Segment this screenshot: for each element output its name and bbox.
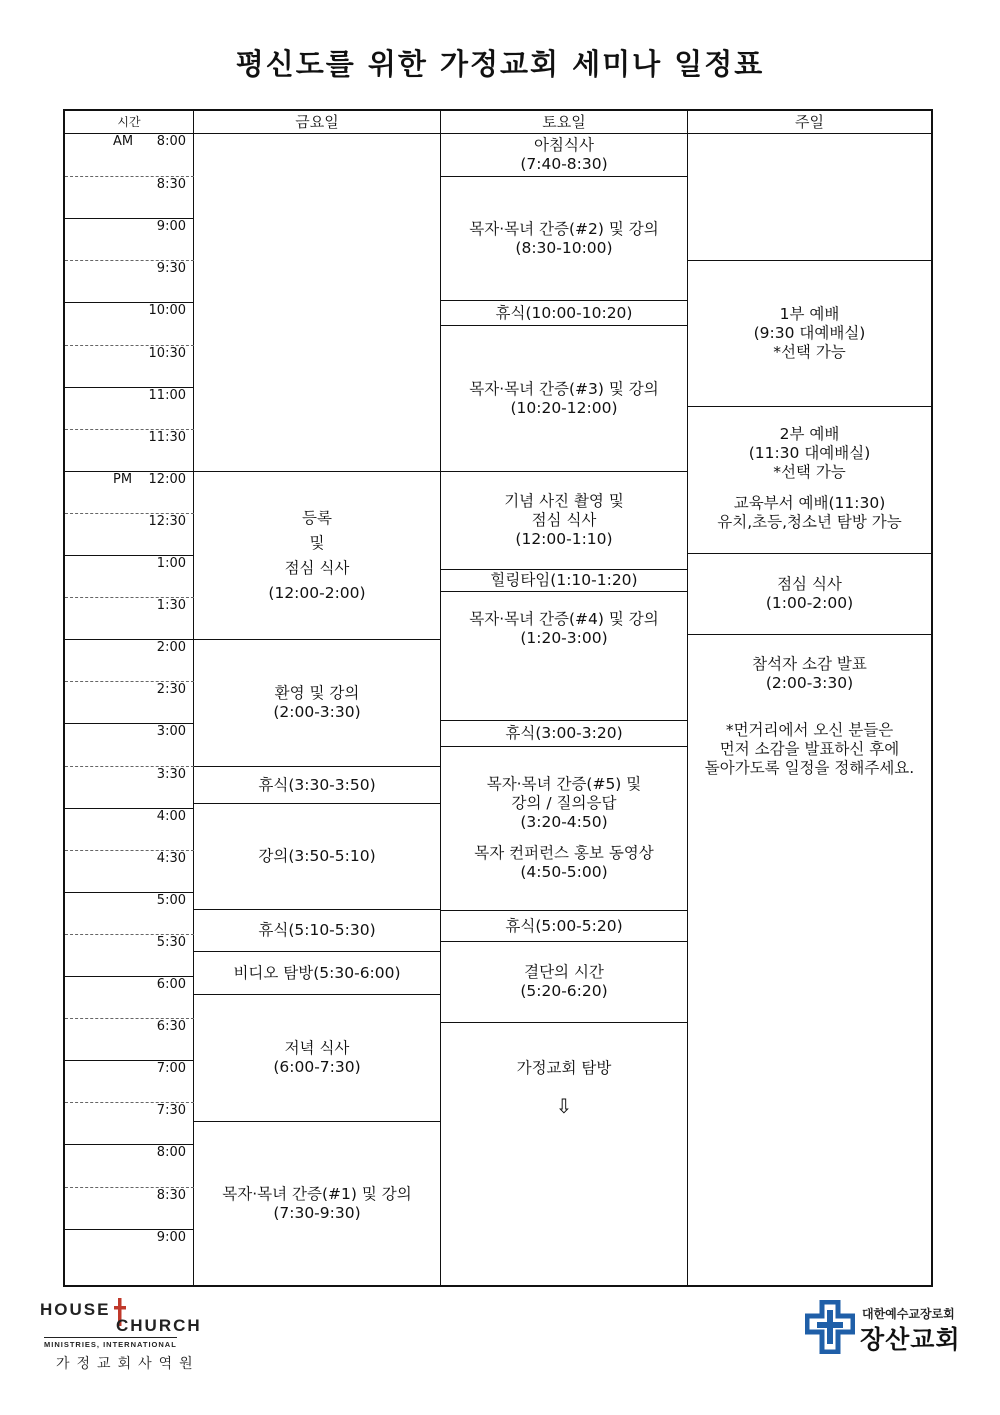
sunday-service1-line: *선택 가능 — [773, 343, 846, 361]
saturday-testimony-4 — [441, 591, 687, 720]
time-slot — [65, 1102, 194, 1144]
time-label: 6:30 — [156, 1019, 186, 1035]
sunday-lunch — [688, 553, 931, 634]
saturday-house-church-visit — [441, 1022, 687, 1285]
time-slot — [65, 302, 194, 344]
saturday-testimony-line: 목자·목녀 간증(#2) 및 강의 — [469, 219, 659, 238]
friday-empty-morning — [194, 134, 440, 471]
time-slot — [65, 681, 194, 723]
sunday-note-line: 돌아가도록 일정을 정해주세요. — [704, 759, 915, 777]
friday-testimony-1 — [194, 1121, 440, 1285]
logo-church-text: CHURCH — [116, 1316, 202, 1335]
time-slot — [65, 387, 194, 429]
logo-ministries-text: MINISTRIES, INTERNATIONAL — [44, 1337, 177, 1349]
saturday-break-3: 휴식(5:00-5:20) — [441, 910, 687, 941]
time-slot — [65, 1187, 194, 1229]
time-label: 4:30 — [156, 850, 186, 866]
time-slot — [65, 218, 194, 260]
time-label: 12:30 — [148, 513, 186, 529]
friday-registration-line: 점심 식사 — [284, 558, 350, 577]
friday-dinner-line: (6:00-7:30) — [273, 1058, 361, 1076]
time-label: 5:00 — [156, 892, 186, 908]
sunday-service2-line: *선택 가능 — [773, 463, 846, 481]
saturday-testimony-line: (8:30-10:00) — [515, 238, 613, 257]
time-slot — [65, 260, 194, 302]
friday-video-tour: 비디오 탐방(5:30-6:00) — [194, 951, 440, 994]
time-ampm-label: AM — [113, 134, 134, 149]
time-slot — [65, 1144, 194, 1186]
saturday-testimony-line: (10:20-12:00) — [510, 398, 618, 417]
friday-welcome-line: (2:00-3:30) — [273, 703, 361, 721]
header-saturday: 토요일 — [542, 113, 586, 131]
friday-testimony-line: 목자·목녀 간증(#1) 및 강의 — [222, 1184, 412, 1203]
friday-lecture: 강의(3:50-5:10) — [194, 803, 440, 909]
saturday-testimony-line: 목자·목녀 간증(#4) 및 강의 — [469, 610, 659, 628]
time-slot — [65, 555, 194, 597]
header-friday: 금요일 — [295, 113, 339, 131]
sunday-lunch-line: 점심 식사 — [777, 575, 842, 593]
denomination-text: 대한예수교장로회 — [862, 1307, 955, 1321]
time-slot — [65, 471, 194, 513]
header-time: 시간 — [117, 115, 141, 129]
time-slot — [65, 934, 194, 976]
page-title: 평신도를 위한 가정교회 세미나 일정표 — [235, 47, 765, 81]
down-arrow-icon: ⇩ — [555, 1094, 573, 1118]
time-slot — [65, 1229, 194, 1285]
saturday-breakfast — [441, 134, 687, 176]
time-slot — [65, 850, 194, 892]
time-slot — [65, 597, 194, 639]
time-ampm-label: PM — [113, 471, 133, 487]
time-slot — [65, 1018, 194, 1060]
logo-korean-text: 가정교회사역원 — [56, 1356, 200, 1372]
sunday-note-line: *먼거리에서 오신 분들은 — [725, 721, 894, 739]
time-label: 8:30 — [156, 1187, 186, 1203]
time-label: 4:00 — [156, 808, 186, 824]
time-label: 6:00 — [156, 977, 186, 992]
time-slot — [65, 892, 194, 934]
sunday-lunch-line: (1:00-2:00) — [765, 594, 854, 612]
saturday-decision-line: 결단의 시간 — [524, 963, 604, 981]
sunday-service1-line: 1부 예배 — [779, 305, 840, 323]
sunday-first-service — [688, 260, 931, 406]
saturday-decision-time — [441, 941, 687, 1022]
time-label: 7:00 — [156, 1061, 186, 1077]
time-slot — [65, 976, 194, 1018]
sunday-service1-line: (9:30 대예배실) — [753, 324, 866, 342]
friday-registration-line: (12:00-2:00) — [268, 583, 366, 602]
sunday-empty-morning — [688, 134, 931, 260]
time-label: 3:00 — [156, 724, 186, 740]
time-label: 11:30 — [148, 429, 186, 445]
sunday-education-line: 교육부서 예배(11:30) — [733, 494, 886, 512]
friday-dinner — [194, 994, 440, 1121]
time-slot — [65, 766, 194, 808]
saturday-photo-lunch — [441, 471, 687, 569]
header-sunday: 주일 — [795, 113, 824, 131]
time-label: 8:30 — [156, 177, 186, 193]
sunday-note-line: 먼저 소감을 발표하신 후에 — [719, 740, 900, 758]
saturday-visit-line: 가정교회 탐방 — [516, 1059, 612, 1077]
time-slot — [65, 429, 194, 471]
saturday-testimony-3 — [441, 325, 687, 471]
time-label: 12:00 — [148, 471, 186, 487]
time-slot — [65, 1060, 194, 1102]
time-label: 3:30 — [156, 766, 186, 782]
saturday-decision-line: (5:20-6:20) — [520, 982, 608, 1000]
time-label: 10:00 — [148, 303, 186, 319]
saturday-testimony-line: 목자·목녀 간증(#3) 및 강의 — [469, 379, 659, 398]
saturday-breakfast-line: (7:40-8:30) — [520, 155, 608, 173]
sunday-sharing-line: 참석자 소감 발표 — [752, 655, 867, 673]
friday-break-1: 휴식(3:30-3:50) — [194, 766, 440, 803]
sunday-education-line: 유치,초등,청소년 탐방 가능 — [717, 513, 902, 531]
time-slot — [65, 345, 194, 387]
saturday-promo-line: 목자 컨퍼런스 홍보 동영상 — [474, 844, 654, 862]
sunday-second-service — [688, 406, 931, 553]
saturday-testimony-line: (1:20-3:00) — [520, 629, 608, 647]
saturday-break-2: 휴식(3:00-3:20) — [441, 720, 687, 746]
friday-welcome-lecture — [194, 639, 440, 766]
time-slot — [65, 134, 194, 176]
church-name-text: 장산교회 — [860, 1325, 961, 1354]
sunday-sharing-line: (2:00-3:30) — [765, 674, 854, 692]
time-label: 1:00 — [156, 556, 186, 571]
time-label: 8:00 — [156, 134, 186, 149]
sunday-sharing — [688, 634, 931, 1285]
friday-break-2: 휴식(5:10-5:30) — [194, 909, 440, 951]
time-slot — [65, 808, 194, 850]
saturday-testimony-line: (3:20-4:50) — [520, 813, 608, 831]
saturday-healing-time: 힐링타임(1:10-1:20) — [441, 569, 687, 591]
friday-registration-line: 및 — [309, 533, 325, 552]
time-label: 7:30 — [156, 1103, 186, 1119]
house-church-logo — [38, 1300, 218, 1375]
time-slot — [65, 723, 194, 765]
friday-registration-line: 등록 — [302, 508, 332, 527]
saturday-photo-line: 점심 식사 — [531, 511, 597, 529]
logo-house-text: HOUSE — [40, 1300, 111, 1319]
time-label: 9:30 — [156, 261, 186, 277]
sunday-service2-line: (11:30 대예배실) — [748, 444, 871, 462]
saturday-photo-line: (12:00-1:10) — [515, 530, 613, 548]
friday-testimony-line: (7:30-9:30) — [273, 1203, 361, 1222]
time-label: 8:00 — [156, 1145, 186, 1161]
sunday-service2-line: 2부 예배 — [779, 425, 840, 443]
time-slot — [65, 176, 194, 218]
saturday-testimony-2 — [441, 176, 687, 300]
time-label: 10:30 — [148, 345, 186, 361]
saturday-break-1: 휴식(10:00-10:20) — [441, 300, 687, 325]
friday-welcome-line: 환영 및 강의 — [274, 684, 360, 702]
friday-registration-lunch — [194, 471, 440, 639]
time-label: 5:30 — [156, 934, 186, 950]
time-label: 2:30 — [156, 682, 186, 698]
time-label: 9:00 — [156, 1229, 186, 1245]
jangsan-church-logo — [805, 1298, 985, 1360]
time-label: 9:00 — [156, 219, 186, 235]
saturday-testimony-5 — [441, 746, 687, 910]
saturday-testimony-line: 강의 / 질의응답 — [511, 794, 617, 812]
church-emblem-icon — [805, 1300, 855, 1354]
time-label: 2:00 — [156, 640, 186, 656]
friday-dinner-line: 저녁 식사 — [284, 1039, 350, 1057]
saturday-testimony-line: 목자·목녀 간증(#5) 및 — [486, 775, 642, 793]
time-label: 11:00 — [148, 387, 186, 403]
saturday-breakfast-line: 아침식사 — [534, 136, 594, 154]
time-slot — [65, 639, 194, 681]
saturday-promo-line: (4:50-5:00) — [520, 863, 608, 881]
time-slot — [65, 513, 194, 555]
saturday-photo-line: 기념 사진 촬영 및 — [504, 492, 624, 510]
schedule-table — [63, 109, 933, 1287]
time-label: 1:30 — [156, 598, 186, 614]
